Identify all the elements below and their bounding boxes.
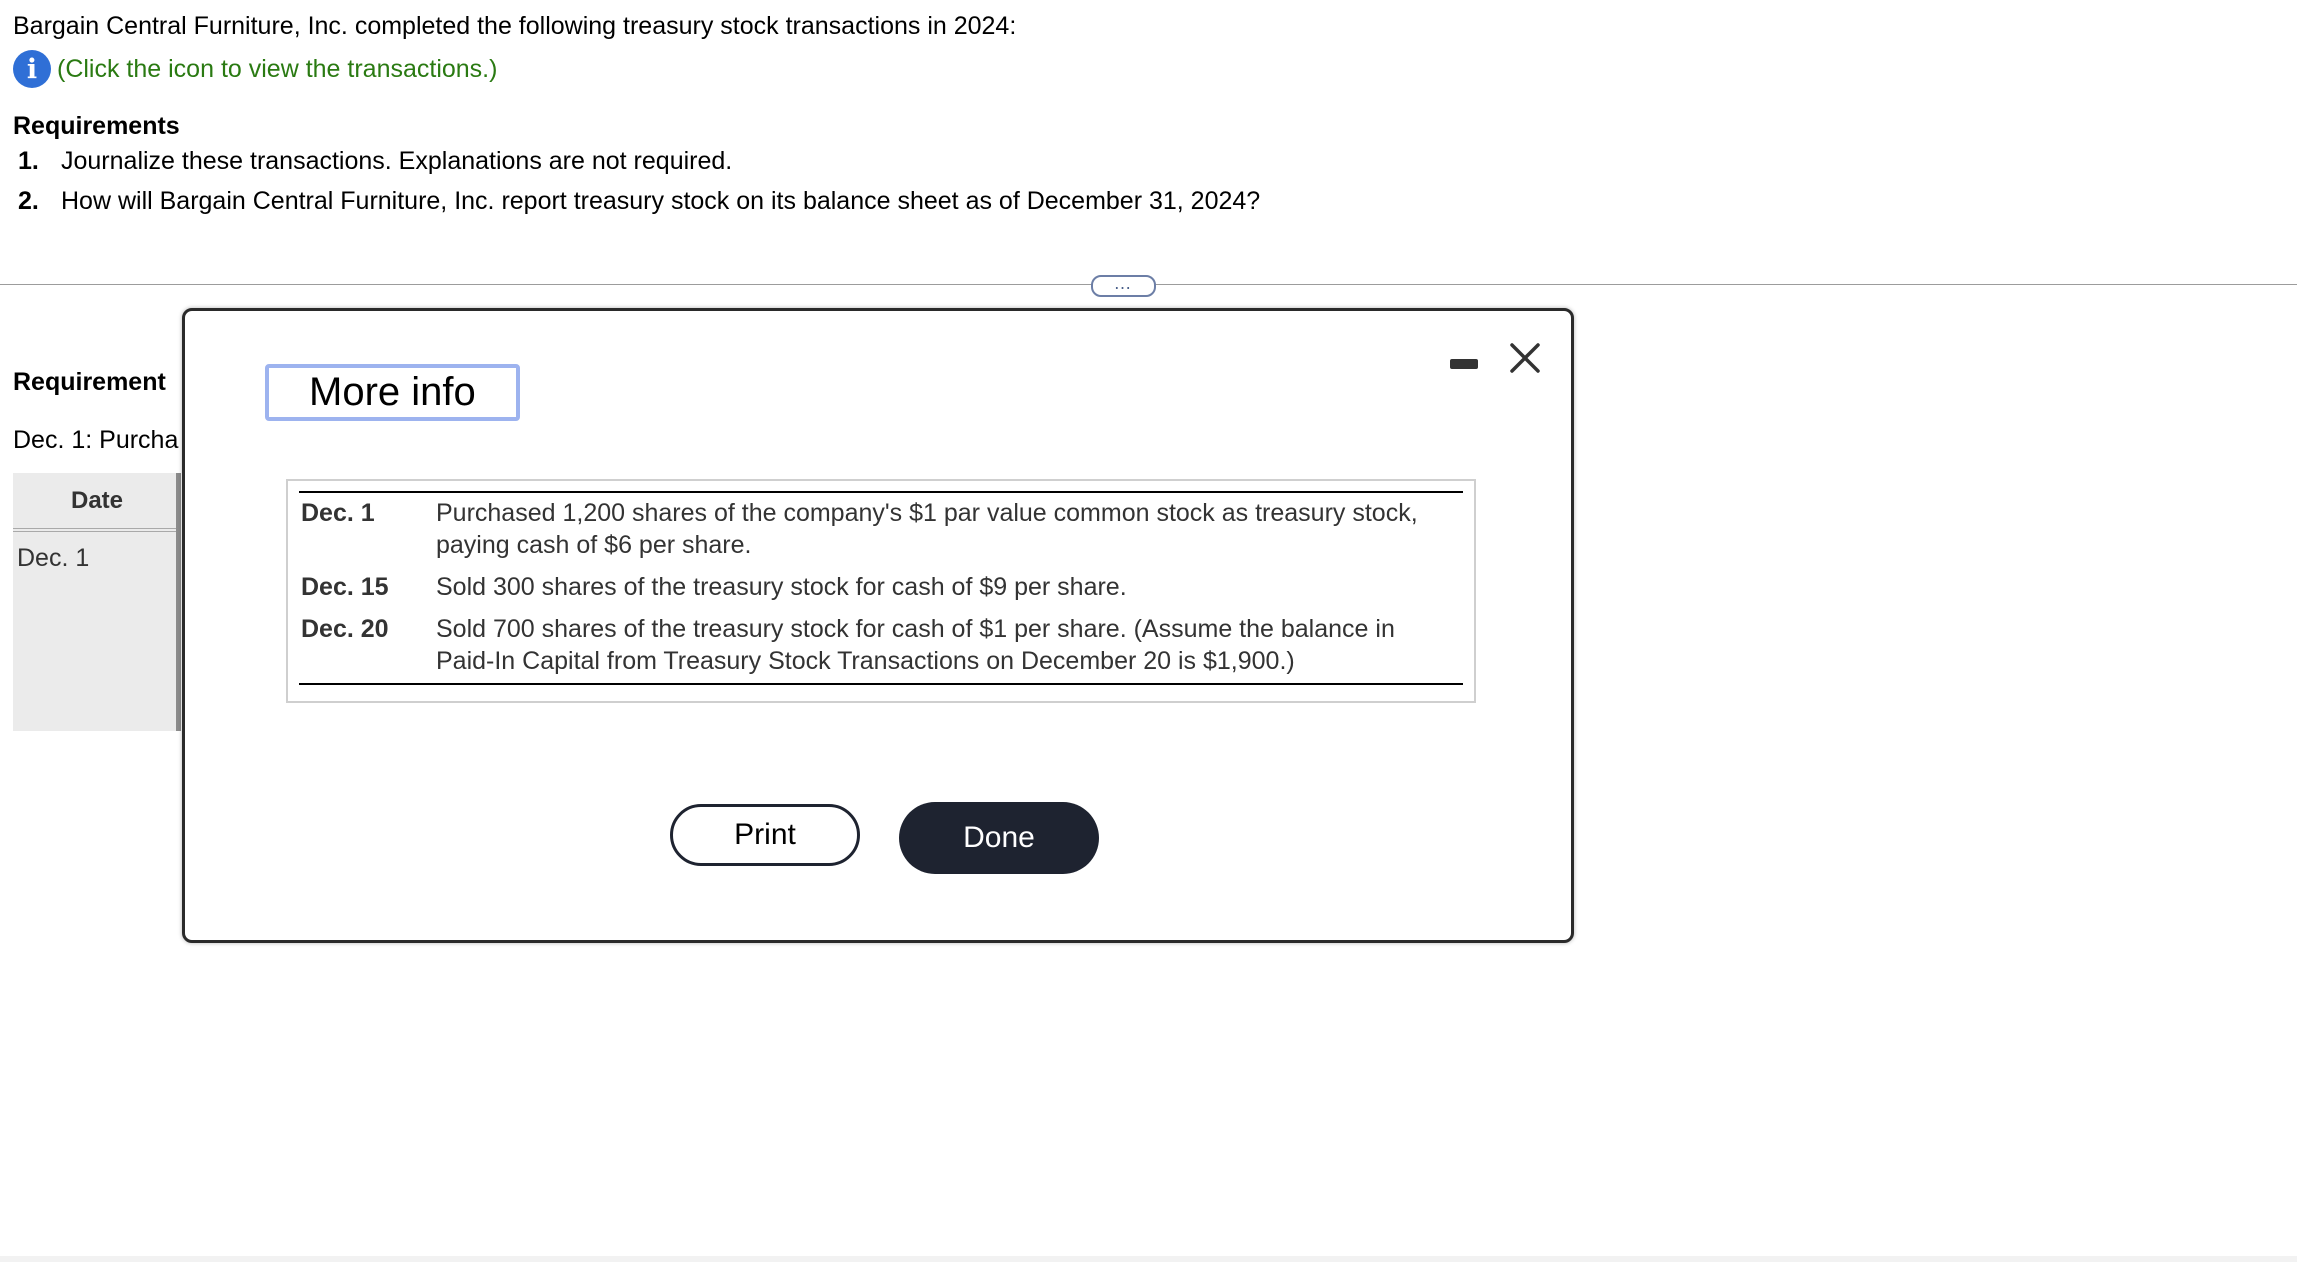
transaction-date: Dec. 1	[301, 499, 375, 527]
transactions-box	[286, 479, 1476, 703]
requirement-text: How will Bargain Central Furniture, Inc. report treasury stock on its balance sheet as of December 31, 2024?	[61, 187, 1261, 215]
minimize-icon[interactable]	[1450, 359, 1478, 369]
info-icon[interactable]: i	[13, 50, 51, 88]
transaction-date: Dec. 15	[301, 573, 389, 601]
close-icon[interactable]	[1507, 340, 1543, 376]
requirement-number: 1.	[18, 147, 39, 175]
transaction-line: Paid-In Capital from Treasury Stock Transactions on December 20 is $1,900.)	[436, 647, 1295, 675]
table-row	[299, 567, 1463, 609]
transaction-date: Dec. 20	[301, 615, 389, 643]
requirements-heading: Requirements	[13, 112, 180, 140]
requirement-section-label: Requirement	[13, 368, 166, 396]
more-info-dialog	[182, 308, 1574, 943]
table-row	[299, 609, 1463, 684]
print-button[interactable]: Print	[670, 804, 860, 866]
bottom-edge	[0, 1256, 2297, 1262]
journal-table	[13, 473, 181, 731]
transaction-description	[436, 492, 1463, 567]
transaction-prompt: Dec. 1: Purcha	[13, 426, 179, 454]
requirements-list	[18, 147, 1260, 227]
requirement-item	[18, 187, 1260, 227]
transaction-line: Purchased 1,200 shares of the company's $1 par value common stock as treasury stock,	[436, 499, 1418, 527]
date-cell: Dec. 1	[17, 544, 90, 572]
dialog-title: More info	[265, 364, 520, 421]
transaction-line: Sold 300 shares of the treasury stock for cash of $9 per share.	[436, 573, 1127, 601]
intro-text: Bargain Central Furniture, Inc. completed the following treasury stock transactions in 2024:	[13, 12, 1017, 40]
info-row	[13, 50, 497, 88]
expand-collapse-handle[interactable]: …	[1091, 275, 1156, 297]
requirement-text: Journalize these transactions. Explanations are not required.	[61, 147, 733, 175]
transaction-description	[436, 567, 1463, 609]
date-column-header: Date	[13, 473, 181, 532]
done-button[interactable]: Done	[899, 802, 1099, 874]
view-transactions-link[interactable]: (Click the icon to view the transactions.)	[57, 54, 498, 83]
table-column-divider	[176, 473, 181, 731]
table-row	[299, 492, 1463, 567]
transaction-description	[436, 609, 1463, 684]
transactions-table	[299, 491, 1463, 685]
requirement-number: 2.	[18, 187, 39, 215]
transaction-line: Sold 700 shares of the treasury stock for cash of $1 per share. (Assume the balance in	[436, 615, 1395, 643]
requirement-item	[18, 147, 1260, 187]
transaction-line: paying cash of $6 per share.	[436, 531, 752, 559]
